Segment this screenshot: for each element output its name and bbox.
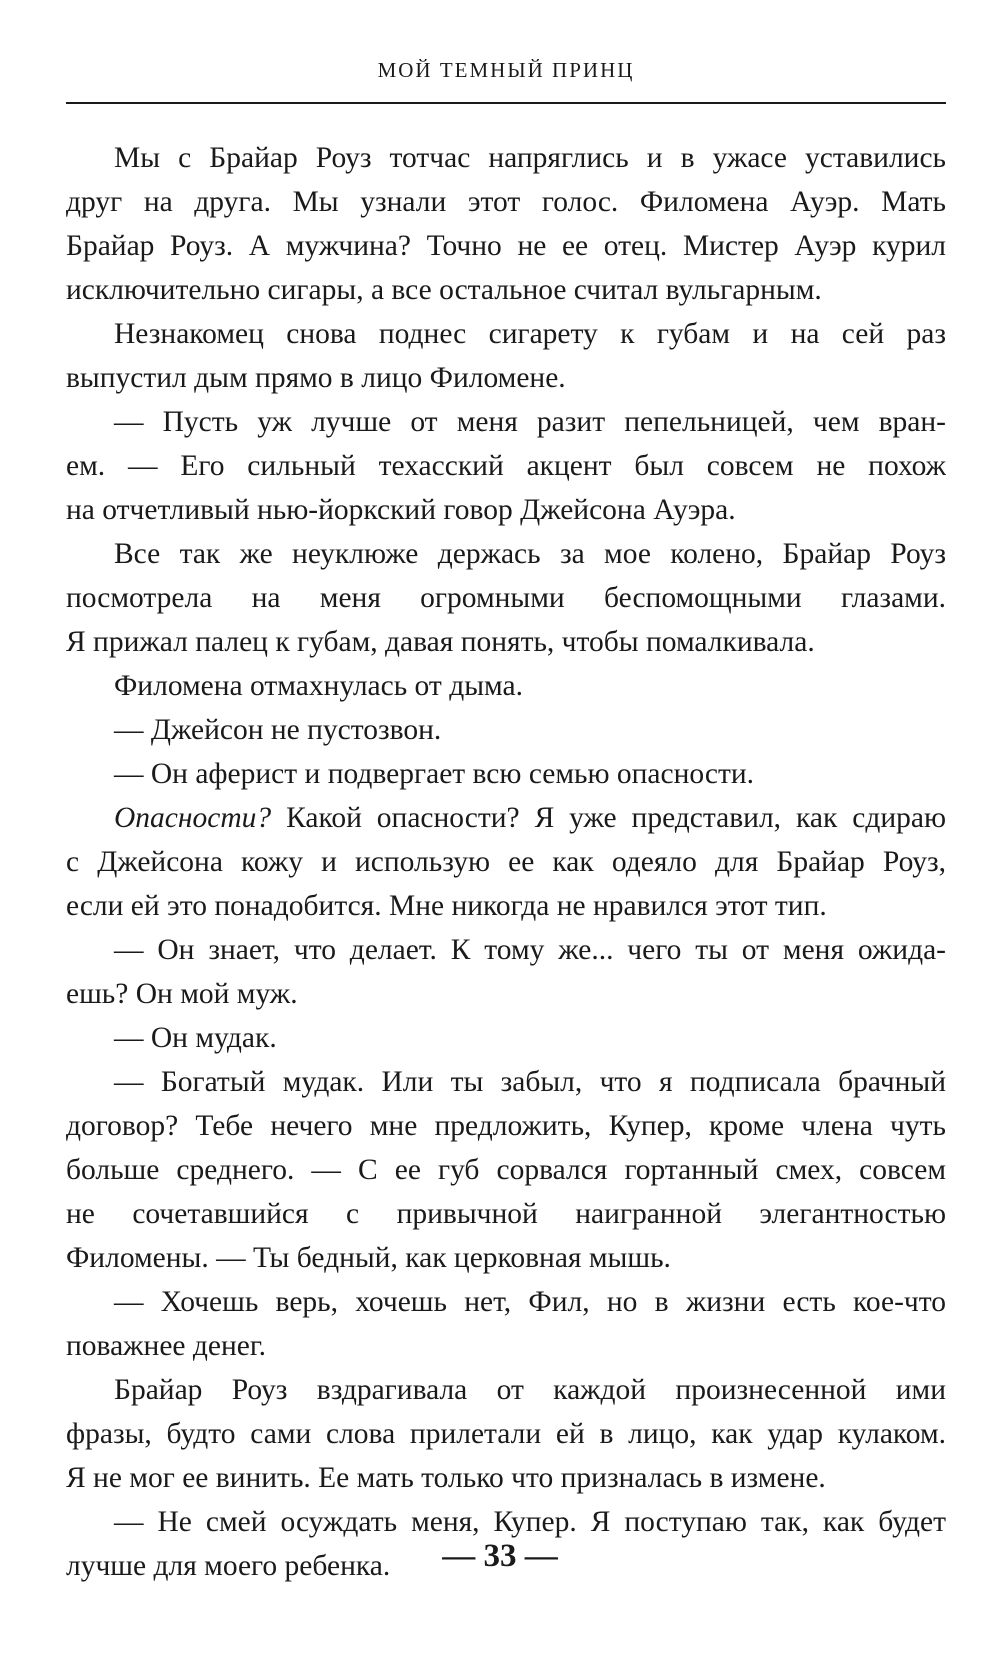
text-line: не сочетавшийся с привычной наигранной элегантностью bbox=[66, 1198, 946, 1230]
text-line: договор? Тебе нечего мне предложить, Купер, кроме члена чуть bbox=[66, 1110, 946, 1142]
text-line: с Джейсона кожу и использую ее как одеяло для Брайар Роуз, bbox=[66, 846, 946, 878]
text-line: ем. — Его сильный техасский акцент был совсем не похож bbox=[66, 450, 946, 482]
text-line: Брайар Роуз. А мужчина? Точно не ее отец. Мистер Ауэр курил bbox=[66, 230, 946, 262]
body-text bbox=[66, 136, 946, 1588]
text-line: — Не смей осуждать меня, Купер. Я поступаю так, как будет bbox=[114, 1506, 946, 1538]
text-line: — Пусть уж лучше от меня разит пепельницей, чем вран- bbox=[114, 406, 946, 438]
text-line: посмотрела на меня огромными беспомощными глазами. bbox=[66, 582, 946, 614]
text-line: на отчетливый нью-йоркский говор Джейсона Ауэра. bbox=[66, 494, 736, 526]
text-line: ешь? Он мой муж. bbox=[66, 978, 298, 1010]
text-line bbox=[66, 796, 946, 840]
text-line: Незнакомец снова поднес сигарету к губам и на сей раз bbox=[114, 318, 946, 350]
text-line: — Он мудак. bbox=[114, 1022, 277, 1054]
text-line: лучше для моего ребенка. bbox=[66, 1550, 391, 1582]
text-line: больше среднего. — С ее губ сорвался гортанный смех, совсем bbox=[66, 1154, 946, 1186]
text-line: — Он аферист и подвергает всю семью опасности. bbox=[114, 758, 755, 790]
text-line: Я прижал палец к губам, давая понять, чтобы помалкивала. bbox=[66, 626, 815, 658]
text-line: Филомены. — Ты бедный, как церковная мышь. bbox=[66, 1242, 671, 1274]
text-line: выпустил дым прямо в лицо Филомене. bbox=[66, 362, 566, 394]
text-line: поважнее денег. bbox=[66, 1330, 267, 1362]
text-line: Мы с Брайар Роуз тотчас напряглись и в ужасе уставились bbox=[114, 142, 946, 174]
text-line: — Джейсон не пустозвон. bbox=[114, 714, 442, 746]
italic-word: Опасности? bbox=[114, 802, 272, 834]
text-line: Брайар Роуз вздрагивала от каждой произнесенной ими bbox=[114, 1374, 946, 1406]
running-title: МОЙ ТЕМНЫЙ ПРИНЦ bbox=[377, 58, 635, 82]
text-line: друг на друга. Мы узнали этот голос. Филомена Ауэр. Мать bbox=[66, 186, 946, 218]
text-line: исключительно сигары, а все остальное считал вульгарным. bbox=[66, 274, 822, 306]
header-rule bbox=[66, 102, 946, 104]
page-number: — 33 — bbox=[442, 1538, 558, 1574]
text-line: фразы, будто сами слова прилетали ей в лицо, как удар кулаком. bbox=[66, 1418, 946, 1450]
text-line: если ей это понадобится. Мне никогда не нравился этот тип. bbox=[66, 890, 827, 922]
text-line: Все так же неуклюже держась за мое колено, Брайар Роуз bbox=[114, 538, 946, 570]
text-line: Я не мог ее винить. Ее мать только что призналась в измене. bbox=[66, 1462, 826, 1494]
text-line: Филомена отмахнулась от дыма. bbox=[114, 670, 523, 702]
text-line: — Богатый мудак. Или ты забыл, что я подписала брачный bbox=[114, 1066, 946, 1098]
text-line-rest: Какой опасности? Я уже представил, как сдираю bbox=[271, 802, 946, 834]
text-line: — Он знает, что делает. К тому же... чего ты от меня ожида- bbox=[114, 934, 946, 966]
text-line: — Хочешь верь, хочешь нет, Фил, но в жизни есть кое-что bbox=[114, 1286, 946, 1318]
